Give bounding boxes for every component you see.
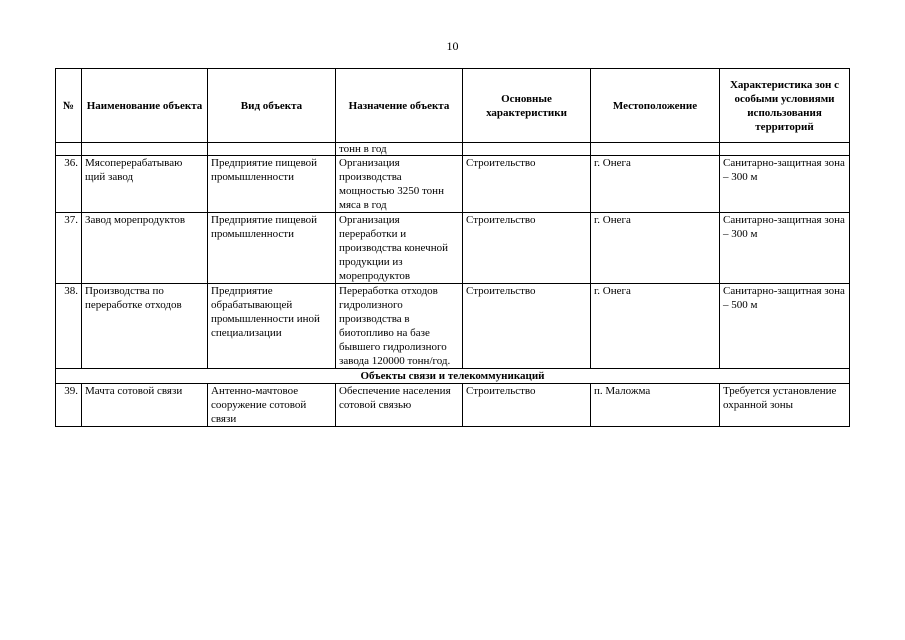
cell-location: г. Онега: [591, 213, 720, 284]
cell-zone: Требуется установление охранной зоны: [720, 384, 850, 427]
objects-table: [55, 68, 850, 427]
header-row: [56, 69, 850, 143]
cell-characteristics: Строительство: [463, 384, 591, 427]
cell-zone: Санитарно-защитная зона – 300 м: [720, 156, 850, 213]
header-cell: Местоположение: [591, 69, 720, 143]
cell-location: г. Онега: [591, 284, 720, 369]
header-cell: Характеристика зон с особыми условиями использования территорий: [720, 69, 850, 143]
header-cell: Наименование объекта: [82, 69, 208, 143]
cell-type: [208, 143, 336, 156]
cell-zone: [720, 143, 850, 156]
cell-zone: Санитарно-защитная зона – 500 м: [720, 284, 850, 369]
cell-characteristics: Строительство: [463, 213, 591, 284]
cell-location: п. Маложма: [591, 384, 720, 427]
cell-num: 39.: [56, 384, 82, 427]
cell-purpose: Организация производства мощностью 3250 тонн мяса в год: [336, 156, 463, 213]
cell-type: Предприятие пищевой промышленности: [208, 213, 336, 284]
cell-type: Предприятие пищевой промышленности: [208, 156, 336, 213]
cell-characteristics: [463, 143, 591, 156]
cell-location: [591, 143, 720, 156]
cell-characteristics: Строительство: [463, 284, 591, 369]
table-row: [56, 284, 850, 369]
cell-num: 38.: [56, 284, 82, 369]
cell-purpose: Обеспечение населения сотовой связью: [336, 384, 463, 427]
cell-name: Мачта сотовой связи: [82, 384, 208, 427]
cell-num: 36.: [56, 156, 82, 213]
cell-num: [56, 143, 82, 156]
cell-name: Завод морепродуктов: [82, 213, 208, 284]
header-cell: Вид объекта: [208, 69, 336, 143]
cell-name: Производства по переработке отходов: [82, 284, 208, 369]
table-row: [56, 384, 850, 427]
continuation-row: [56, 143, 850, 156]
cell-name: [82, 143, 208, 156]
header-cell: Основные характеристики: [463, 69, 591, 143]
cell-purpose: тонн в год: [336, 143, 463, 156]
cell-location: г. Онега: [591, 156, 720, 213]
cell-purpose: Переработка отходов гидролизного производства в биотопливо на базе бывшего гидролизного завода 120000 тонн/год.: [336, 284, 463, 369]
header-cell: №: [56, 69, 82, 143]
header-cell: Назначение объекта: [336, 69, 463, 143]
cell-type: Предприятие обрабатывающей промышленности иной специализации: [208, 284, 336, 369]
cell-name: Мясоперерабатываю щий завод: [82, 156, 208, 213]
page-number: 10: [446, 39, 459, 53]
cell-num: 37.: [56, 213, 82, 284]
cell-type: Антенно-мачтовое сооружение сотовой связи: [208, 384, 336, 427]
cell-characteristics: Строительство: [463, 156, 591, 213]
cell-purpose: Организация переработки и производства конечной продукции из морепродуктов: [336, 213, 463, 284]
section-row: [56, 369, 850, 384]
section-title: Объекты связи и телекоммуникаций: [56, 369, 850, 384]
table-row: [56, 213, 850, 284]
table-row: [56, 156, 850, 213]
cell-zone: Санитарно-защитная зона – 300 м: [720, 213, 850, 284]
